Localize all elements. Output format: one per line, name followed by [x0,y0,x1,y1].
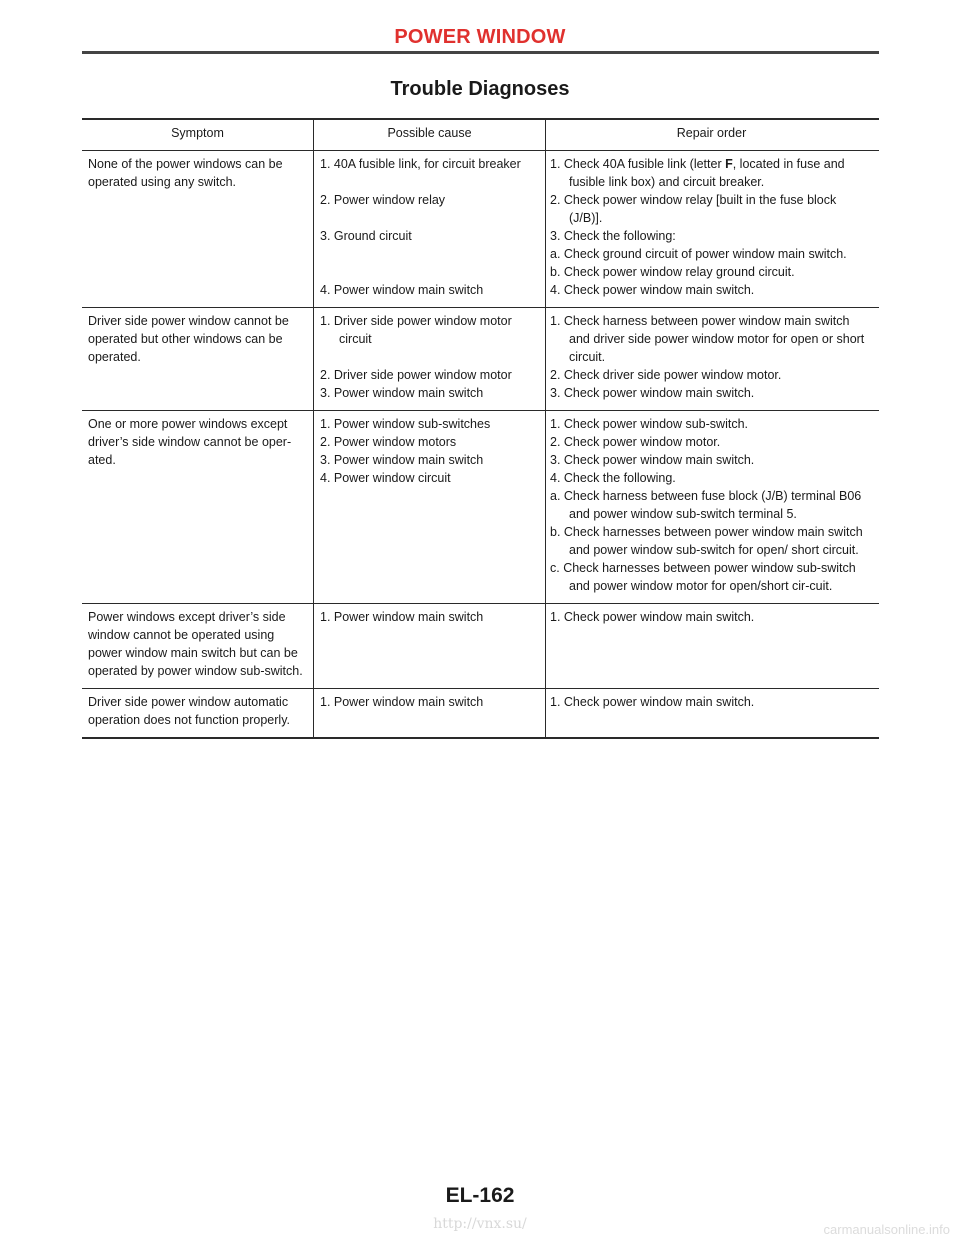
cause-item: 2. Power window motors [320,435,457,449]
cause-item: 1. 40A fusible link, for circuit breaker [320,157,521,171]
repair-step: b. Check power window relay ground circuit. [550,265,795,279]
repair-order-cell [546,308,879,410]
cause-item: 1. Driver side power window motor circuit [320,314,512,346]
repair-order-cell [546,151,879,307]
cause-spacer [320,173,539,191]
repair-step: 1. Check power window main switch. [550,610,755,624]
repair-step: 1. Check power window sub-switch. [550,417,748,431]
symptom-cell: Driver side power window cannot be operated but other windows can be operated. [82,308,314,410]
cause-spacer [320,209,539,227]
cause-spacer [320,245,539,263]
repair-step: a. Check ground circuit of power window main switch. [550,247,847,261]
repair-step: 1. Check 40A fusible link (letter F, located in fuse and fusible link box) and circuit breaker. [550,157,845,189]
table-row [82,604,879,689]
column-header-symptom: Symptom [82,120,314,150]
repair-step: 2. Check power window relay [built in the fuse block (J/B)]. [550,193,837,225]
possible-cause-cell [314,689,546,737]
possible-cause-cell [314,308,546,410]
cause-item: 3. Power window main switch [320,386,484,400]
page-number: EL-162 [445,1184,515,1207]
cause-item: 1. Power window main switch [320,610,484,624]
trouble-diagnoses-table [82,118,879,739]
symptom-cell: One or more power windows except driver’s side window cannot be oper-ated. [82,411,314,603]
repair-order-cell [546,689,879,737]
repair-step: b. Check harnesses between power window main switch and power window sub-switch for open/ short circuit. [550,525,863,557]
repair-step: c. Check harnesses between power window sub-switch and power window motor for open/short cir-cuit. [550,561,856,593]
repair-step: 4. Check power window main switch. [550,283,755,297]
repair-step: 3. Check the following: [550,229,676,243]
possible-cause-cell [314,151,546,307]
repair-step: 2. Check power window motor. [550,435,721,449]
cause-spacer [320,263,539,281]
table-row [82,151,879,308]
cause-item: 4. Power window circuit [320,471,451,485]
cause-item: 1. Power window sub-switches [320,417,491,431]
possible-cause-cell [314,411,546,603]
cause-item: 4. Power window main switch [320,283,484,297]
repair-step: 1. Check power window main switch. [550,695,755,709]
repair-step: 2. Check driver side power window motor. [550,368,782,382]
cause-item: 2. Driver side power window motor [320,368,512,382]
column-header-possible-cause: Possible cause [314,120,546,150]
table-row [82,689,879,737]
symptom-cell: Driver side power window automatic operation does not function properly. [82,689,314,737]
cause-item: 3. Power window main switch [320,453,484,467]
watermark-text: carmanualsonline.info [823,1222,950,1237]
repair-step: 4. Check the following. [550,471,676,485]
table-body [82,151,879,737]
repair-step: 3. Check power window main switch. [550,386,755,400]
table-header [82,120,879,151]
page-title: Trouble Diagnoses [390,78,570,100]
header-rule [82,51,879,54]
column-header-repair-order: Repair order [676,126,747,140]
symptom-cell: None of the power windows can be operated using any switch. [82,151,314,307]
cause-item: 2. Power window relay [320,193,446,207]
repair-order-cell [546,604,879,688]
symptom-cell: Power windows except driver’s side window cannot be operated using power window main switch but can be operated by power window sub-switch. [82,604,314,688]
section-header-title: POWER WINDOW [394,26,566,48]
repair-step: a. Check harness between fuse block (J/B) terminal B06 and power window sub-switch terminal 5. [550,489,862,521]
repair-step: 3. Check power window main switch. [550,453,755,467]
table-row [82,411,879,604]
repair-order-cell [546,411,879,603]
cause-spacer [320,348,539,366]
possible-cause-cell [314,604,546,688]
table-row [82,308,879,411]
cause-item: 3. Ground circuit [320,229,412,243]
cause-item: 1. Power window main switch [320,695,484,709]
source-url-link[interactable]: http://vnx.su/ [433,1216,527,1232]
repair-step: 1. Check harness between power window main switch and driver side power window motor for open or short circuit. [550,314,865,364]
